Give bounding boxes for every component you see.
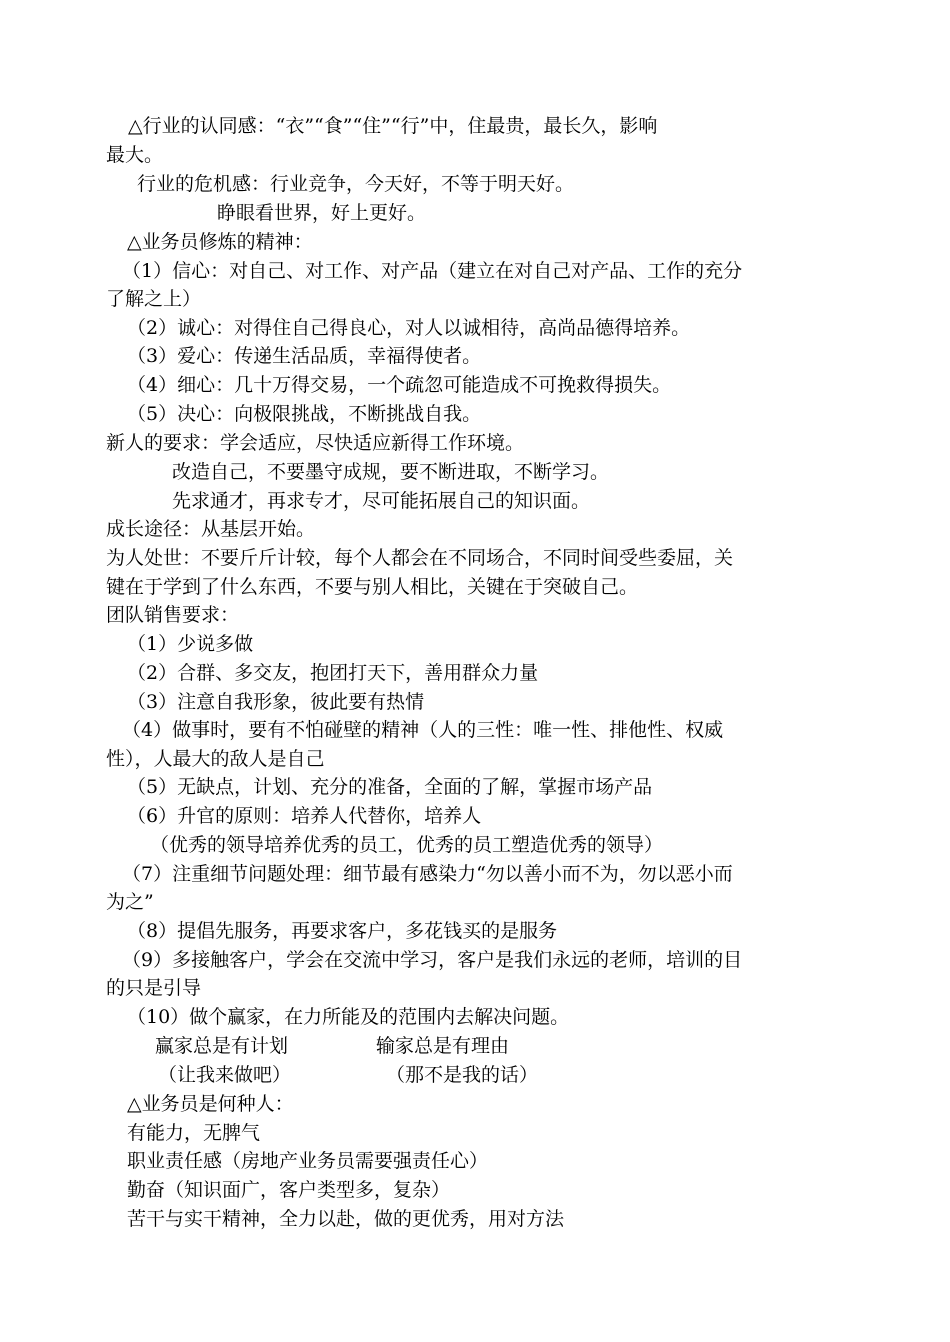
- winner-phrase: 赢家总是有计划: [155, 1035, 289, 1057]
- paragraph-line: 有能力，无脾气: [127, 1122, 261, 1144]
- list-item: （7）注重细节问题处理：细节最有感染力“勿以善小而不为，勿以恶小而: [122, 863, 733, 885]
- paragraph-line: 苦干与实干精神，全力以赴，做的更优秀，用对方法: [127, 1208, 565, 1230]
- paragraph-line: 勤奋（知识面广，客户类型多，复杂）: [127, 1179, 451, 1201]
- loser-quote: （那不是我的话）: [386, 1064, 539, 1086]
- list-item: （2）合群、多交友，抱团打天下，善用群众力量: [127, 662, 539, 684]
- list-item: （9）多接触客户，学会在交流中学习，客户是我们永远的老师，培训的目: [122, 949, 743, 971]
- paragraph-line: 键在于学到了什么东西，不要与别人相比，关键在于突破自己。: [106, 576, 639, 598]
- list-item: 性），人最大的敌人是自己: [106, 748, 325, 770]
- paragraph-line: △行业的认同感：“衣”“食”“住”“行”中，住最贵，最长久，影响: [128, 115, 658, 137]
- list-item: （1）少说多做: [127, 633, 254, 655]
- section-heading: 团队销售要求：: [106, 604, 240, 626]
- list-item: （5）无缺点，计划、充分的准备，全面的了解，掌握市场产品: [127, 776, 653, 798]
- paragraph-line: 成长途径：从基层开始。: [106, 518, 316, 540]
- paragraph-line: 最大。: [106, 144, 164, 166]
- paragraph-line: （3）爱心：传递生活品质，幸福得使者。: [127, 345, 482, 367]
- list-item: （6）升官的原则：培养人代替你，培养人: [127, 805, 482, 827]
- paragraph-line: （5）决心：向极限挑战，不断挑战自我。: [127, 403, 482, 425]
- list-item: （优秀的领导培养优秀的员工，优秀的员工塑造优秀的领导）: [150, 834, 664, 856]
- list-item: （3）注意自我形象，彼此要有热情: [127, 691, 425, 713]
- section-heading: △业务员修炼的精神：: [127, 231, 313, 253]
- list-item: 为之”: [106, 891, 154, 913]
- loser-phrase: 输家总是有理由: [376, 1035, 510, 1057]
- paragraph-line: 新人的要求：学会适应，尽快适应新得工作环境。: [106, 432, 525, 454]
- paragraph-line: 改造自己，不要墨守成规，要不断进取，不断学习。: [172, 461, 610, 483]
- section-heading: △业务员是何种人：: [127, 1093, 294, 1115]
- paragraph-line: 为人处世：不要斤斤计较，每个人都会在不同场合，不同时间受些委屈，关: [106, 547, 734, 569]
- list-item: 的只是引导: [106, 977, 202, 999]
- paragraph-line: 了解之上）: [106, 288, 202, 310]
- paragraph-line: 行业的危机感：行业竞争，今天好，不等于明天好。: [137, 173, 575, 195]
- winner-quote: （让我来做吧）: [158, 1064, 292, 1086]
- list-item: （8）提倡先服务，再要求客户，多花钱买的是服务: [127, 920, 558, 942]
- list-item: （4）做事时，要有不怕碰壁的精神（人的三性：唯一性、排他性、权威: [122, 719, 724, 741]
- paragraph-line: 先求通才，再求专才，尽可能拓展自己的知识面。: [172, 490, 591, 512]
- paragraph-line: （2）诚心：对得住自己得良心，对人以诚相待，高尚品德得培养。: [127, 317, 691, 339]
- list-item: （10）做个赢家，在力所能及的范围内去解决问题。: [127, 1006, 570, 1028]
- paragraph-line: （1）信心：对自己、对工作、对产品（建立在对自己对产品、工作的充分: [122, 260, 743, 282]
- paragraph-line: 职业责任感（房地产业务员需要强责任心）: [127, 1150, 489, 1172]
- paragraph-line: 睁眼看世界，好上更好。: [217, 202, 427, 224]
- paragraph-line: （4）细心：几十万得交易，一个疏忽可能造成不可挽救得损失。: [127, 374, 672, 396]
